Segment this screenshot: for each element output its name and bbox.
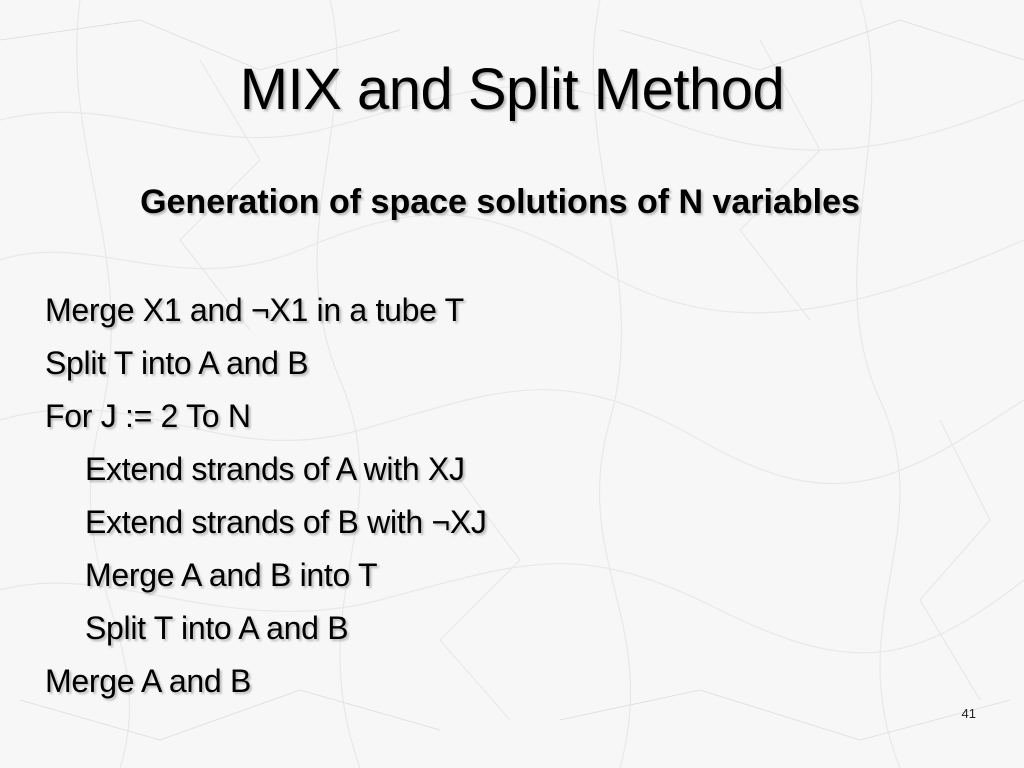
page-number: 41: [961, 706, 976, 721]
algorithm-line: Merge A and B into T: [85, 557, 378, 593]
slide-subtitle: Generation of space solutions of N variables: [140, 183, 860, 221]
algorithm-line: Extend strands of A with XJ: [85, 451, 465, 487]
algorithm-text: [45, 284, 945, 708]
algorithm-line: Split T into A and B: [45, 345, 309, 381]
algorithm-line: Merge X1 and ¬X1 in a tube T: [45, 292, 464, 328]
algorithm-line: Split T into A and B: [85, 610, 349, 646]
algorithm-line: For J := 2 To N: [45, 398, 251, 434]
algorithm-line: Merge A and B: [45, 663, 252, 699]
algorithm-line: Extend strands of B with ¬XJ: [85, 504, 487, 540]
slide-title: MIX and Split Method: [239, 57, 785, 122]
